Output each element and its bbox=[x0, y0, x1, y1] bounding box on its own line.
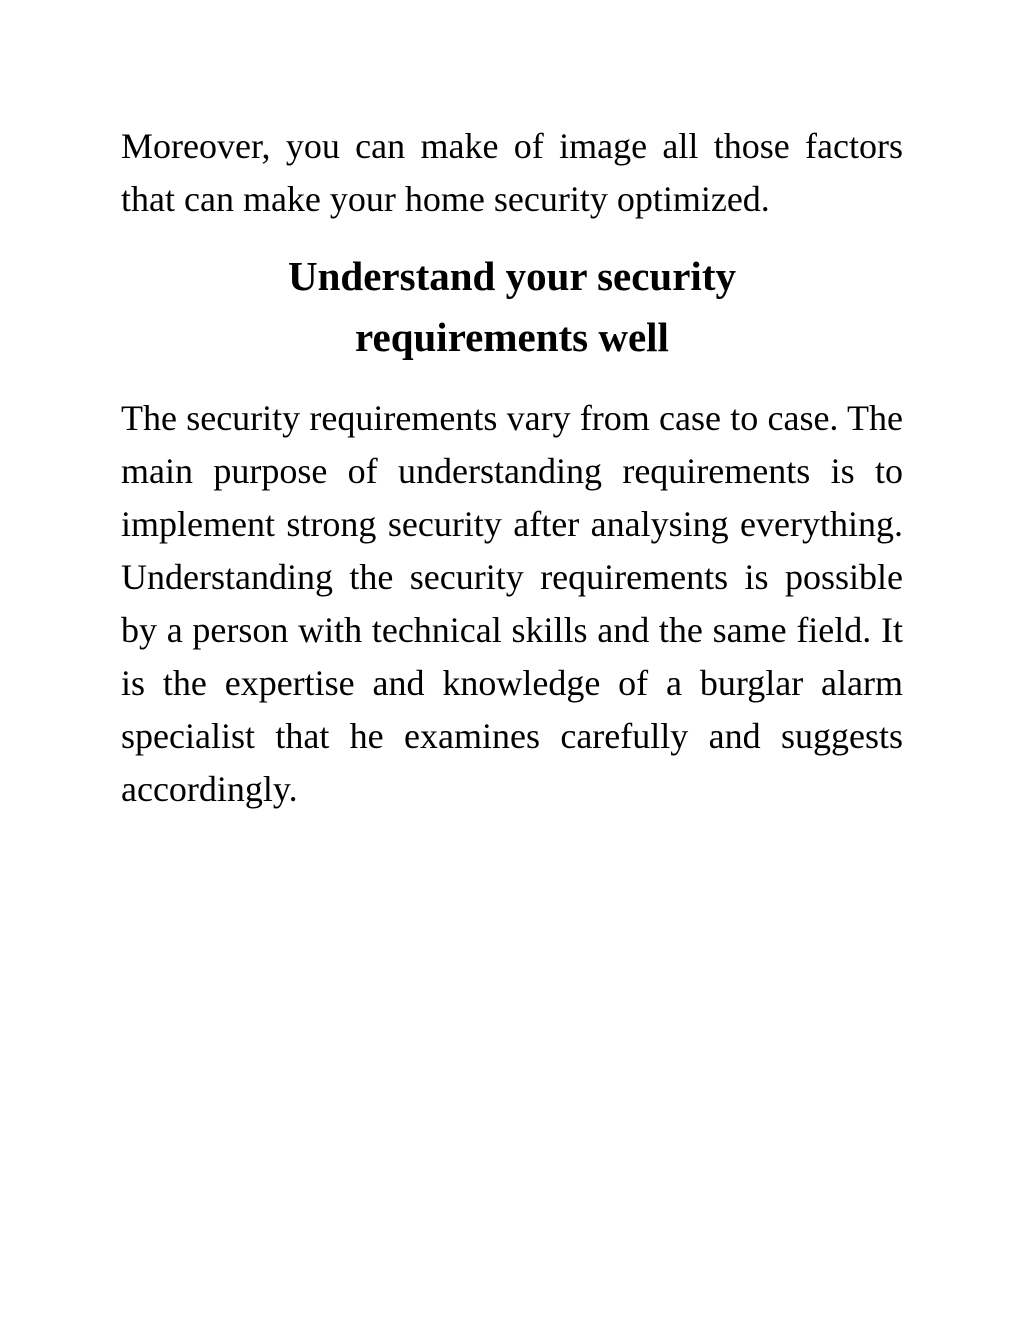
section-heading bbox=[121, 246, 903, 368]
body-paragraph: The security requirements vary from case to case. The main purpose of understanding requirements is to implement strong security after analysing everything. Understanding the security requirements is possible by a person with technical skills and the same field. It is the expertise and knowledge of a burglar alarm specialist that he examines carefully and suggests accordingly. bbox=[121, 398, 903, 809]
intro-paragraph: Moreover, you can make of image all those factors that can make your home security optimized. bbox=[121, 126, 903, 219]
section-heading-line-2: requirements well bbox=[355, 314, 669, 360]
document-page bbox=[121, 120, 903, 816]
section-heading-line-1: Understand your security bbox=[288, 253, 736, 299]
